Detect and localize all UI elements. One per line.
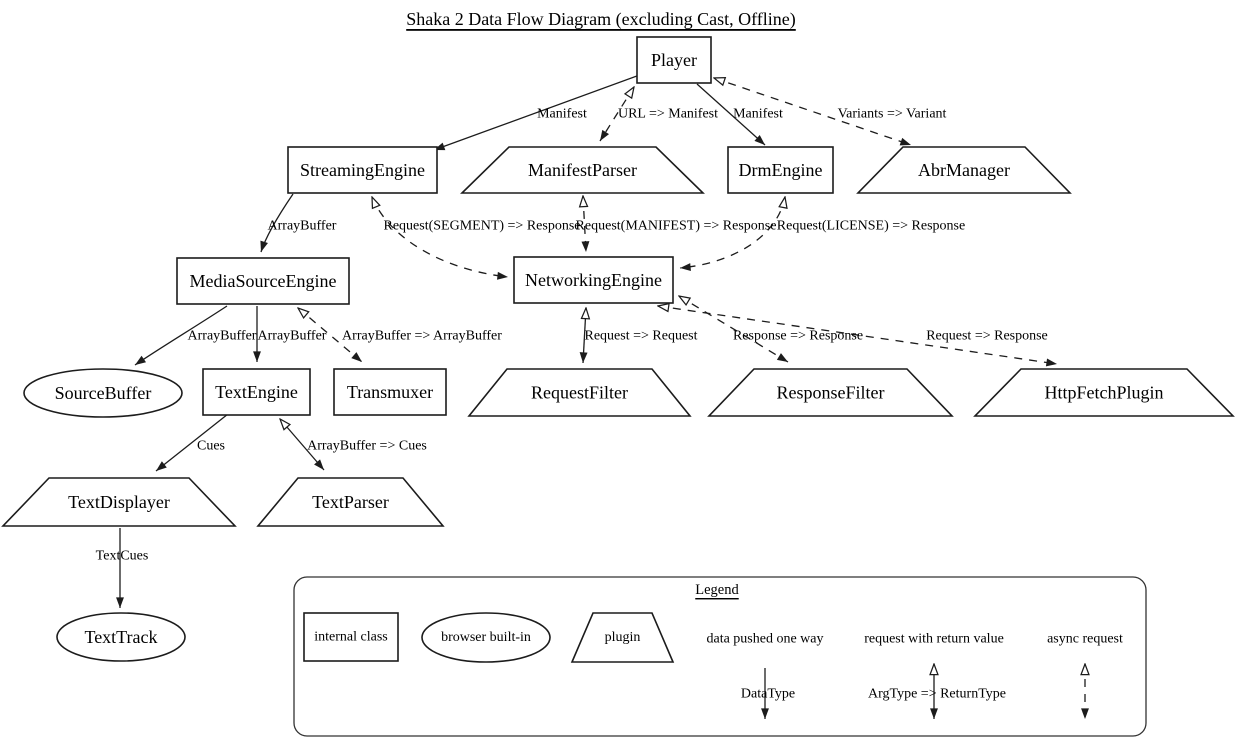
edge-streaming-engine-to-networking-engine xyxy=(372,197,508,277)
edge-label-10: ArrayBuffer => ArrayBuffer xyxy=(342,328,502,344)
edge-label-2: Manifest xyxy=(733,106,783,122)
node-manifest-parser-label: ManifestParser xyxy=(528,160,637,180)
node-text-parser-label: TextParser xyxy=(312,492,389,512)
edge-label-4: ArrayBuffer xyxy=(267,218,337,234)
edge-player-to-streaming-engine xyxy=(434,76,637,150)
legend-arrow-data-pushed-one-way-label: data pushed one way xyxy=(706,631,824,647)
node-streaming-engine-label: StreamingEngine xyxy=(300,160,425,180)
node-source-buffer-label: SourceBuffer xyxy=(54,383,152,403)
edge-label-7: Request(LICENSE) => Response xyxy=(776,218,966,234)
legend-title: Legend xyxy=(695,582,739,598)
edge-label-1: URL => Manifest xyxy=(617,106,719,122)
edge-label-13: Request => Response xyxy=(926,328,1048,344)
legend xyxy=(294,577,1146,736)
edge-label-15: ArrayBuffer => Cues xyxy=(307,438,427,454)
legend-shape-browser-built-in-label: browser built-in xyxy=(441,630,531,645)
legend-arrow-request-with-return-value-label: request with return value xyxy=(864,631,1004,647)
edge-label-5: Request(SEGMENT) => Response xyxy=(383,218,581,234)
legend-shape-plugin-label: plugin xyxy=(604,630,641,645)
edge-label-12: Response => Response xyxy=(732,328,864,344)
diagram-title: Shaka 2 Data Flow Diagram (excluding Cast, Offline) xyxy=(406,9,796,29)
node-response-filter-label: ResponseFilter xyxy=(776,382,885,403)
legend-arrow-data-pushed-one-way-caption: DataType xyxy=(740,686,796,702)
legend-arrow-request-with-return-value-caption: ArgType => ReturnType xyxy=(868,686,1006,702)
node-drm-engine-label: DrmEngine xyxy=(738,160,823,180)
node-text-engine-label: TextEngine xyxy=(215,382,298,402)
node-transmuxer-label: Transmuxer xyxy=(346,382,434,402)
node-text-track-label: TextTrack xyxy=(84,627,158,647)
edge-label-14: Cues xyxy=(197,438,225,454)
edge-label-6: Request(MANIFEST) => Response xyxy=(575,218,777,234)
node-text-displayer-label: TextDisplayer xyxy=(68,492,170,512)
edge-label-11: Request => Request xyxy=(584,328,698,344)
node-media-source-engine-label: MediaSourceEngine xyxy=(189,271,337,291)
node-abr-manager-label: AbrManager xyxy=(918,160,1010,180)
edge-label-8: ArrayBuffer xyxy=(187,328,257,344)
edge-label-16: TextCues xyxy=(95,548,149,564)
edge-label-9: ArrayBuffer xyxy=(257,328,327,344)
node-request-filter-label: RequestFilter xyxy=(531,382,628,403)
edge-label-0: Manifest xyxy=(537,106,587,122)
node-networking-engine-label: NetworkingEngine xyxy=(525,270,662,290)
legend-box xyxy=(294,577,1146,736)
edge-label-3: Variants => Variant xyxy=(837,106,947,122)
legend-arrow-async-request-label: async request xyxy=(1047,631,1123,647)
legend-shape-internal-class-label: internal class xyxy=(314,629,388,645)
nodes-layer xyxy=(3,37,1233,661)
node-http-fetch-plugin-label: HttpFetchPlugin xyxy=(1044,382,1164,403)
node-player-label: Player xyxy=(651,50,697,70)
